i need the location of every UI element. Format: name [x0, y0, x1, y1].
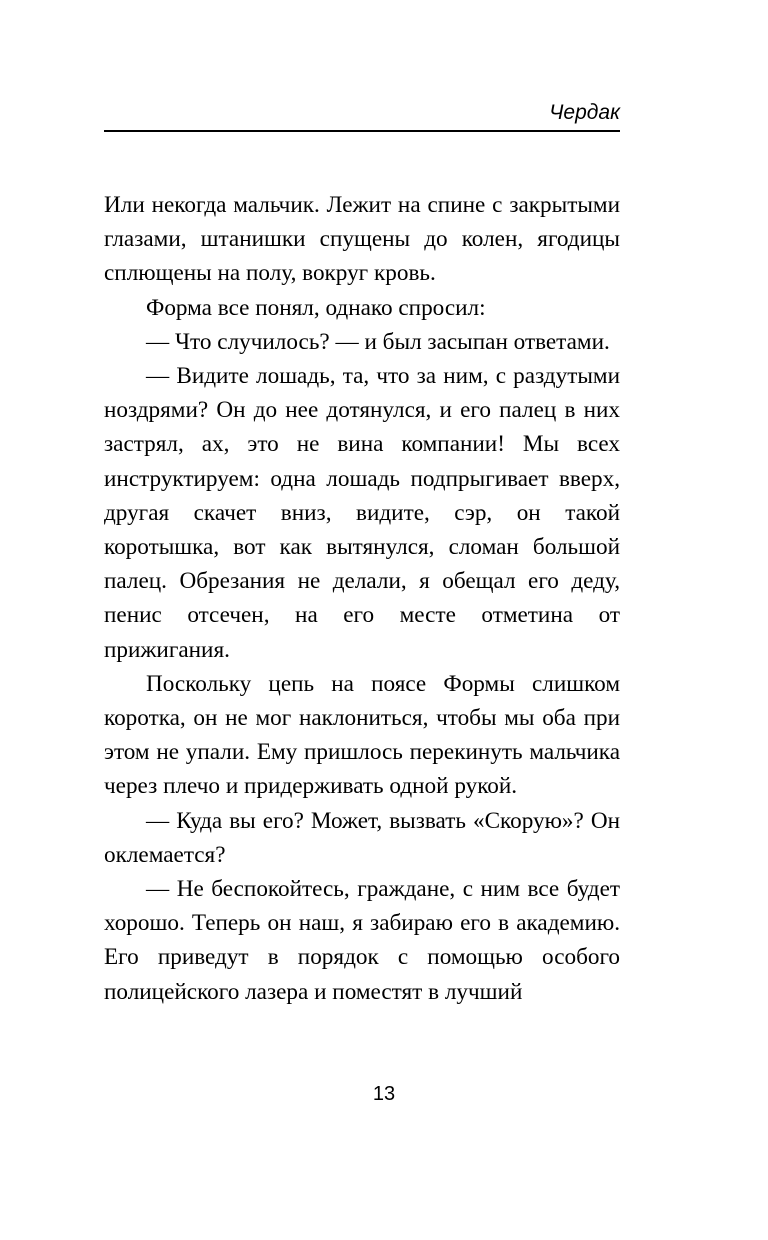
body-text	[104, 188, 620, 1009]
paragraph: Или некогда мальчик. Лежит на спине с закрытыми глазами, штанишки спущены до колен, ягодицы сплющены на полу, вокруг кровь.	[104, 192, 620, 287]
paragraph: Поскольку цепь на поясе Формы слишком коротка, он не мог наклониться, чтобы мы оба при этом не упали. Ему пришлось перекинуть мальчика через плечо и придерживать одной рукой.	[104, 670, 620, 800]
page-number: 13	[372, 1083, 396, 1105]
paragraph: — Куда вы его? Может, вызвать «Скорую»? Он оклемается?	[104, 807, 620, 868]
paragraph: — Что случилось? — и был засыпан ответами.	[146, 328, 610, 355]
running-title: Чердак	[549, 101, 620, 124]
paragraph: — Видите лошадь, та, что за ним, с раздутыми ноздрями? Он до нее дотянулся, и его палец в них застрял, ах, это не вина компании! Мы всех инструктируем: одна лошадь подпрыгивает вверх, другая скачет вниз, видите, сэр, он такой коротышка, вот как вытянулся, сломан большой палец. Обрезания не делали, я обещал его деду, пенис отсечен, на его месте отметина от прижигания.	[104, 363, 620, 663]
page-header	[104, 98, 620, 132]
header-rule	[104, 130, 620, 132]
paragraph: — Не беспокойтесь, граждане, с ним все будет хорошо. Теперь он наш, я забираю его в академию. Его приведут в порядок с помощью особого полицейского лазера и поместят в лучший	[104, 876, 620, 1005]
paragraph: Форма все понял, однако спросил:	[146, 294, 486, 321]
